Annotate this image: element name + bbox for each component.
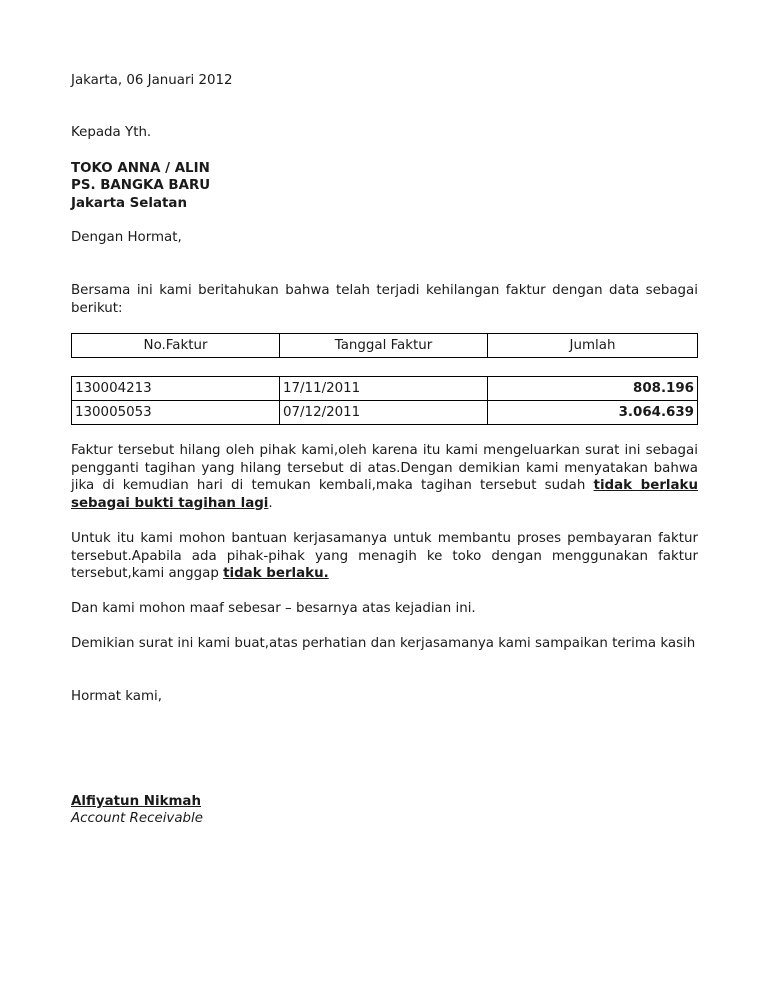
signer-name: Alfiyatun Nikmah [71,794,201,809]
recipient-city: Jakarta Selatan [71,196,187,211]
recipient-name: TOKO ANNA / ALIN [71,161,210,176]
intro-paragraph: Bersama ini kami beritahukan bahwa telah terjadi kehilangan faktur dengan data sebagai berikut: [71,283,698,316]
paragraph-end: . [268,495,273,511]
signer-title: Account Receivable [71,811,204,826]
greeting: Dengan Hormat, [71,230,182,245]
recipient-address: PS. BANGKA BARU [71,178,211,193]
invoice-amount: 3.064.639 [488,401,698,425]
invoice-header-table [71,333,698,358]
letter-date: Jakarta, 06 Januari 2012 [71,73,233,88]
paragraph-lost-invoice [71,442,698,512]
invoice-data-table [71,376,698,425]
paragraph-thanks: Demikian surat ini kami buat,atas perhatian dan kerjasamanya kami sampaikan terima kasih [71,636,696,651]
table-row [72,401,698,425]
invoice-amount: 808.196 [488,377,698,401]
column-header-number: No.Faktur [72,334,280,358]
invoice-number: 130004213 [72,377,280,401]
table-header-row [72,334,698,358]
emphasis-invalid: tidak berlaku. [223,566,329,581]
paragraph-request [71,530,698,583]
salutation-to: Kepada Yth. [71,125,152,140]
paragraph-text: Faktur tersebut hilang oleh pihak kami,oleh karena itu kami mengeluarkan surat ini sebagai pengganti tagihan yang hilang tersebut di atas.Dengan demikian kami menyatakan bahwa jika di kemudian hari di temukan kembali,maka tagihan tersebut sudah [71,443,698,493]
invoice-date: 17/11/2011 [280,377,488,401]
paragraph-apology: Dan kami mohon maaf sebesar – besarnya atas kejadian ini. [71,601,476,616]
emphasis-no-longer-valid: tidak berlaku sebagai bukti tagihan lagi [71,478,698,511]
invoice-date: 07/12/2011 [280,401,488,425]
column-header-amount: Jumlah [488,334,698,358]
closing: Hormat kami, [71,689,163,704]
column-header-date: Tanggal Faktur [280,334,488,358]
invoice-number: 130005053 [72,401,280,425]
paragraph-text: Untuk itu kami mohon bantuan kerjasamanya untuk membantu proses pembayaran faktur tersebut.Apabila ada pihak-pihak yang menagih ke toko dengan menggunakan faktur tersebut,kami anggap [71,531,698,581]
table-row [72,377,698,401]
